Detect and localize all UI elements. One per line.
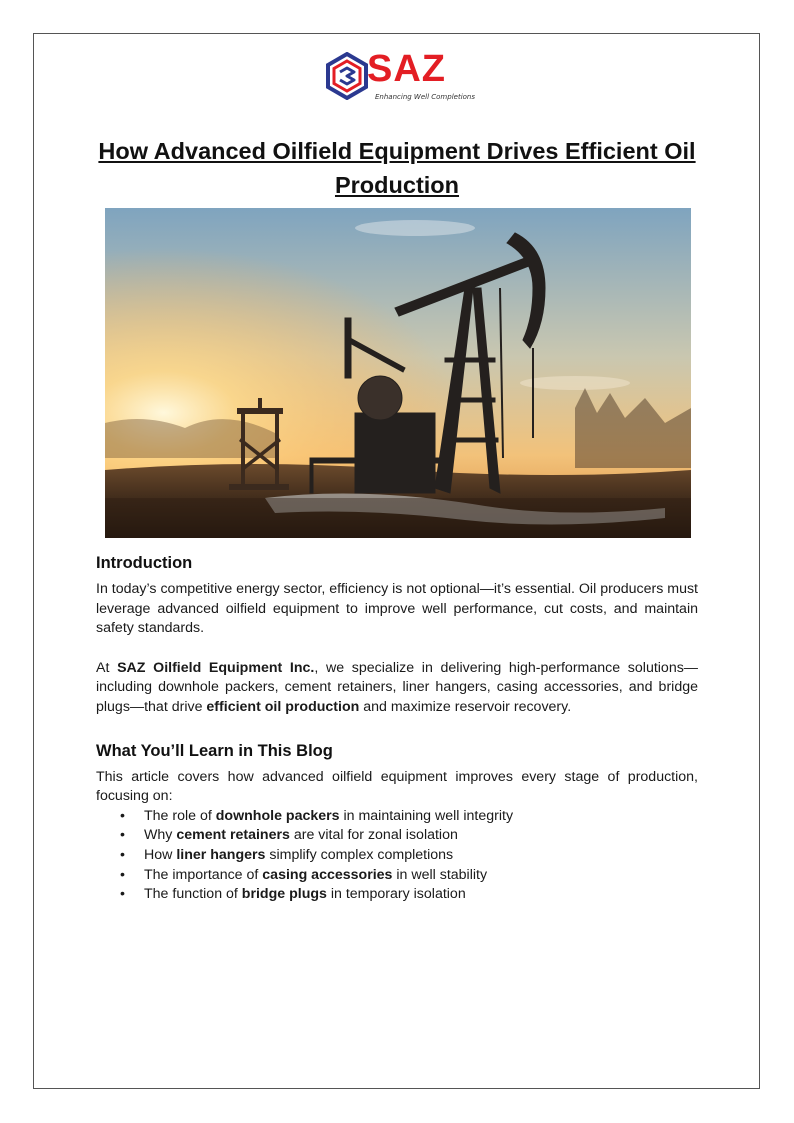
list-item: • The importance of casing accessories in well stability [144,866,698,886]
oil-pump-jack-photo [105,208,691,538]
logo-wordmark: SAZ [367,48,446,90]
company-name: SAZ Oilfield Equipment Inc. [117,659,315,676]
saz-logo-mark-icon [325,52,369,100]
list-item: • The role of downhole packers in maintaining well integrity [144,807,698,827]
bullet-icon: • [120,807,125,824]
company-logo[interactable] [325,48,476,104]
intro-heading: Introduction [96,554,193,572]
logo-tagline: Enhancing Well Completions [375,93,476,101]
page-title: How Advanced Oilfield Equipment Drives Efficient Oil Production [98,138,696,198]
intro-paragraph-2: At SAZ Oilfield Equipment Inc., we specialize in delivering high-performance solutions—including downhole packers, cement retainers, liner hangers, casing accessories, and bridge plugs—that drive efficient oil production and maximize reservoir recovery. [96,659,698,715]
bullet-icon: • [120,886,125,903]
bullet-icon: • [120,827,125,844]
bullet-icon: • [120,846,125,863]
intro-paragraph-1: In today’s competitive energy sector, efficiency is not optional—it’s essential. Oil producers must leverage advanced oilfield equipment to improve well performance, cut costs, and maintain safety standards. [96,581,698,637]
list-item: • Why cement retainers are vital for zonal isolation [144,826,698,846]
learn-list [96,807,698,905]
learn-heading: What You’ll Learn in This Blog [96,741,333,760]
article-body [96,552,698,905]
list-item: • How liner hangers simplify complex completions [144,846,698,866]
bullet-icon: • [120,866,125,883]
efficient-production-bold: efficient oil production [206,698,360,715]
list-item: • The function of bridge plugs in temporary isolation [144,885,698,905]
learn-lead: This article covers how advanced oilfield equipment improves every stage of production, focusing on: [96,768,698,805]
